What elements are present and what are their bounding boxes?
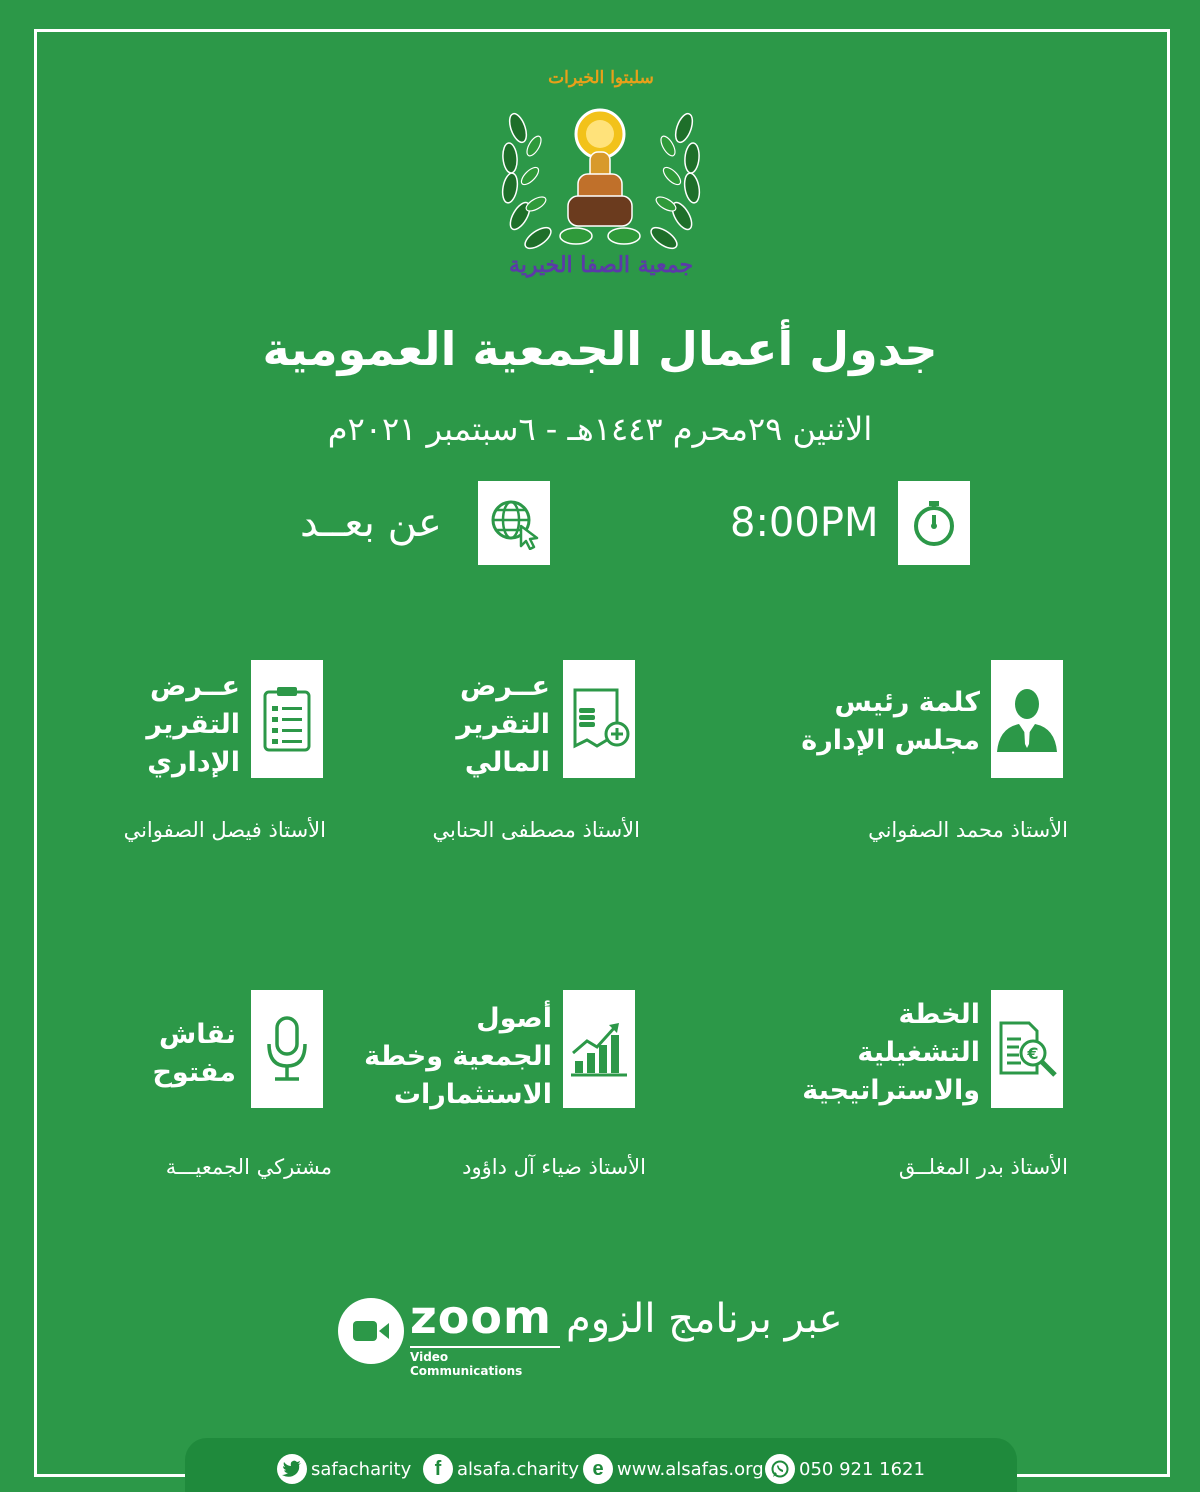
svg-text:€: € (1027, 1044, 1039, 1063)
agenda-2-speaker: الأستاذ مصطفى الحنابي (432, 818, 640, 842)
facebook-handle: alsafa.charity (457, 1458, 579, 1480)
agenda-5-speaker: الأستاذ ضياء آل داؤود (462, 1155, 646, 1179)
person-icon (995, 684, 1059, 754)
clipboard-icon (259, 684, 315, 754)
twitter-icon (277, 1454, 307, 1484)
whatsapp-contact[interactable] (765, 1454, 925, 1484)
agenda-1-title: كلمة رئيس مجلس الإدارة (801, 687, 980, 756)
event-date: الاثنين ٢٩محرم ١٤٤٣هـ - ٦سبتمبر ٢٠٢١م (327, 410, 873, 448)
website-url: www.alsafas.org (617, 1458, 764, 1480)
website-contact[interactable] (583, 1454, 764, 1484)
web-e-icon: e (583, 1454, 613, 1484)
agenda-4-speaker: الأستاذ بدر المغلــق (898, 1155, 1068, 1179)
whatsapp-number: 050 921 1621 (799, 1458, 925, 1480)
facebook-contact[interactable] (423, 1454, 579, 1484)
twitter-contact[interactable] (277, 1454, 411, 1484)
agenda-6-icon-box (251, 990, 323, 1108)
agenda-1-icon-box (991, 660, 1063, 778)
meeting-time: 8:00PM (730, 500, 879, 546)
zoom-logo (338, 1298, 404, 1364)
logo-bottom-text: جمعية الصفا الخيرية (508, 252, 694, 278)
page-title: جدول أعمال الجمعية العمومية (262, 322, 938, 376)
agenda-6-speaker: مشتركي الجمعيـــة (165, 1155, 332, 1179)
facebook-icon: f (423, 1454, 453, 1484)
globe-cursor-icon (487, 496, 541, 550)
zoom-wordmark: zoom (410, 1290, 552, 1344)
document-search-icon (995, 1017, 1059, 1081)
stopwatch-icon-box (898, 481, 970, 565)
agenda-6-title: نقاش مفتوح (152, 1019, 236, 1088)
financial-report-icon (567, 684, 631, 754)
agenda-1-speaker: الأستاذ محمد الصفواني (868, 818, 1068, 842)
meeting-mode: عن بعــد (300, 500, 442, 546)
agenda-4-icon-box (991, 990, 1063, 1108)
agenda-5-title: أصول الجمعية وخطة الاستثمارات (364, 1003, 552, 1110)
agenda-2-icon-box (563, 660, 635, 778)
zoom-banner (0, 1290, 1200, 1378)
charity-logo (496, 66, 706, 290)
zoom-subtitle: Video Communications (410, 1346, 560, 1378)
agenda-3-speaker: الأستاذ فيصل الصفواني (123, 818, 326, 842)
zoom-arabic-text: عبر برنامج الزوم (566, 1296, 843, 1342)
logo-top-text: سلبتوا الخيرات (548, 68, 654, 88)
agenda-2-title: عــرض التقرير المالي (456, 671, 550, 778)
growth-chart-icon (567, 1017, 631, 1081)
video-camera-icon (351, 1318, 391, 1344)
whatsapp-icon (765, 1454, 795, 1484)
microphone-icon (263, 1014, 311, 1084)
agenda-4-title: الخطة التشغيلية والاستراتيجية (802, 999, 980, 1106)
stopwatch-icon (908, 497, 960, 549)
contact-footer (185, 1438, 1017, 1492)
globe-icon-box (478, 481, 550, 565)
agenda-3-icon-box (251, 660, 323, 778)
twitter-handle: safacharity (311, 1458, 412, 1480)
agenda-5-icon-box (563, 990, 635, 1108)
agenda-3-title: عــرض التقرير الإداري (146, 671, 240, 778)
